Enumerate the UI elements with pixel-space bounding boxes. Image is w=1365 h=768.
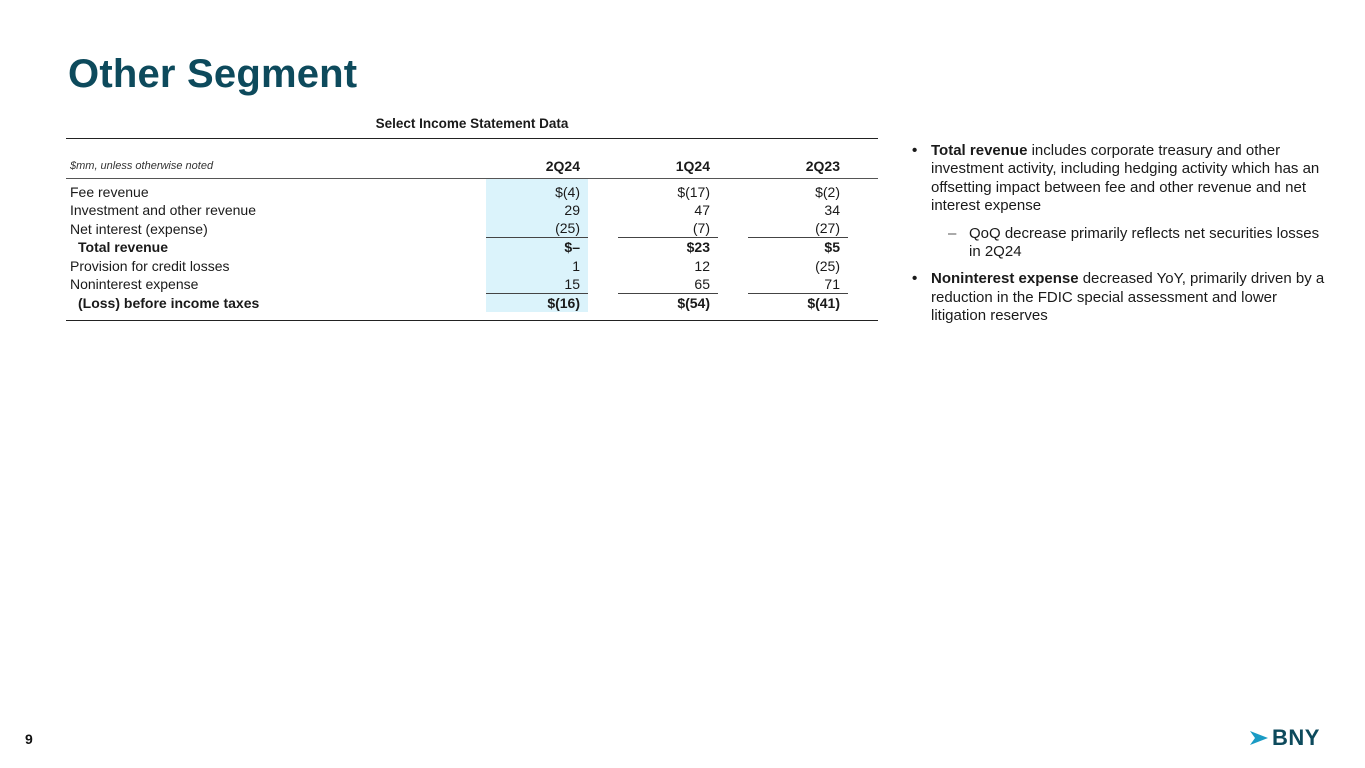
bullet-noninterest-expense bbox=[912, 270, 1332, 325]
row-label: Fee revenue bbox=[70, 184, 149, 200]
row-label: Total revenue bbox=[78, 239, 168, 256]
cell-value: 15 bbox=[486, 275, 588, 294]
table-row-total bbox=[66, 293, 878, 312]
unit-note: $mm, unless otherwise noted bbox=[66, 139, 486, 179]
table-row-total bbox=[66, 238, 878, 257]
row-label: Noninterest expense bbox=[70, 276, 199, 293]
cell-value: 65 bbox=[694, 275, 710, 292]
table-row bbox=[66, 219, 878, 238]
logo-wordmark: BNY bbox=[1272, 725, 1320, 750]
sub-bullet-dash: – bbox=[948, 224, 957, 242]
table-row bbox=[66, 179, 878, 202]
row-label: Provision for credit losses bbox=[70, 257, 230, 274]
bullet-text: includes corporate treasury and other investment activity, including hedging activity which has an offsetting impact between fee and other revenue and net interest expense bbox=[931, 142, 1320, 215]
cell-value: 47 bbox=[694, 202, 710, 219]
cell-value: $(41) bbox=[748, 293, 848, 312]
table-caption: Select Income Statement Data bbox=[375, 116, 569, 131]
bullet-dot: • bbox=[912, 270, 918, 288]
row-label: Investment and other revenue bbox=[70, 202, 257, 219]
income-statement-table-section bbox=[66, 116, 878, 321]
table-header-row bbox=[66, 139, 878, 179]
cell-value: $– bbox=[486, 238, 588, 257]
bullet-total-revenue bbox=[912, 142, 1332, 261]
bullet-bold-term: Noninterest expense bbox=[931, 270, 1079, 288]
sub-bullet-text: QoQ decrease primarily reflects net securities losses in 2Q24 bbox=[969, 224, 1320, 261]
cell-value: 12 bbox=[694, 257, 710, 274]
page-title: Other Segment bbox=[68, 52, 358, 96]
bullet-dot: • bbox=[912, 142, 918, 159]
cell-value: (25) bbox=[486, 219, 588, 238]
table-row bbox=[66, 201, 878, 219]
table-bottom-rule bbox=[66, 320, 878, 321]
row-label: Net interest (expense) bbox=[70, 220, 208, 237]
row-label: (Loss) before income taxes bbox=[78, 294, 260, 311]
cell-value: $(54) bbox=[618, 293, 718, 312]
cell-value: $(4) bbox=[486, 179, 588, 202]
cell-value: $(17) bbox=[677, 184, 710, 200]
cell-value: (25) bbox=[815, 257, 840, 274]
bullet-bold-term: Total revenue bbox=[931, 142, 1028, 159]
commentary-bullets bbox=[912, 142, 1332, 335]
cell-value: (7) bbox=[692, 220, 710, 237]
cell-value: $23 bbox=[618, 238, 718, 257]
table-row bbox=[66, 275, 878, 294]
column-header: 1Q24 bbox=[618, 139, 718, 179]
bny-logo bbox=[1250, 726, 1320, 750]
table-row bbox=[66, 257, 878, 275]
cell-value: $(2) bbox=[815, 184, 840, 200]
cell-value: $5 bbox=[748, 238, 848, 257]
cell-value: $(16) bbox=[486, 293, 588, 312]
bullet-text: decreased YoY, primarily driven by a reduction in the FDIC special assessment and lower litigation reserves bbox=[931, 270, 1325, 325]
cell-value: 1 bbox=[486, 257, 588, 275]
column-header: 2Q23 bbox=[748, 139, 848, 179]
cell-value: 34 bbox=[824, 202, 840, 219]
column-header: 2Q24 bbox=[486, 139, 588, 179]
income-statement-table bbox=[66, 139, 878, 312]
sub-bullet-qoq bbox=[931, 225, 1332, 262]
cell-value: 71 bbox=[824, 275, 840, 292]
cell-value: (27) bbox=[815, 220, 840, 237]
cell-value: 29 bbox=[486, 201, 588, 219]
page-number: 9 bbox=[25, 731, 33, 747]
logo-arrow-icon bbox=[1250, 731, 1268, 745]
